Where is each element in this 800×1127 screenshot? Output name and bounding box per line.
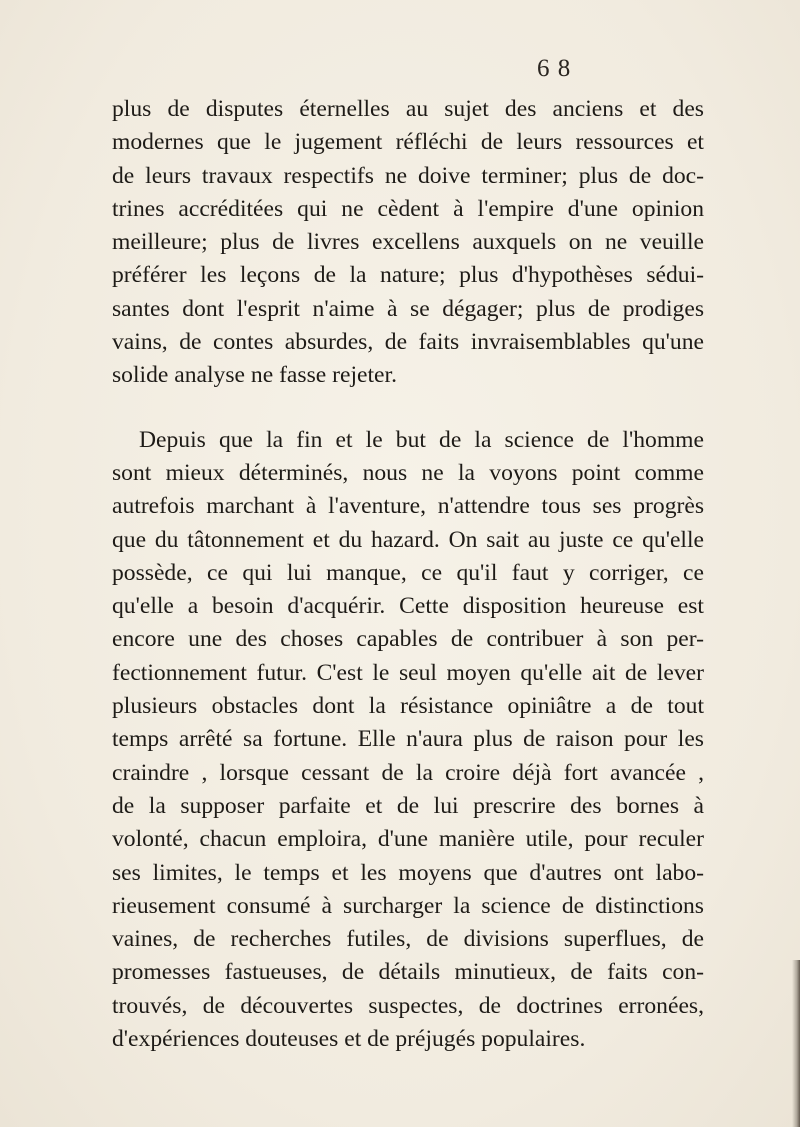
text-line: plus de disputes éternelles au sujet des anciens et des — [112, 96, 704, 122]
text-line: craindre , lorsque cessant de la croire déjà fort avancée , — [112, 759, 704, 786]
text-line: santes dont l'esprit n'aime à se dégager; plus de prodiges — [112, 295, 704, 322]
text-line: sont mieux déterminés, nous ne la voyons point comme — [112, 459, 704, 486]
text-line: vains, de contes absurdes, de faits invraisemblables qu'une — [112, 329, 704, 356]
text-line: autrefois marchant à l'aventure, n'attendre tous ses progrès — [112, 493, 704, 520]
text-line: vaines, de recherches futiles, de divisions superflues, de — [112, 926, 704, 953]
paragraph-1 — [112, 93, 704, 393]
text-line: que du tâtonnement et du hazard. On sait au juste ce qu'elle — [112, 526, 704, 553]
text-line: de leurs travaux respectifs ne doive terminer; plus de doc- — [112, 162, 704, 189]
text-line: solide analyse ne fasse rejeter. — [112, 362, 397, 389]
page-edge-shadow — [792, 960, 800, 1127]
text-line: temps arrêté sa fortune. Elle n'aura plus de raison pour les — [112, 726, 704, 753]
text-line: modernes que le jugement réfléchi de leurs ressources et — [112, 129, 704, 156]
text-line: préférer les leçons de la nature; plus d'hypothèses sédui- — [112, 262, 704, 289]
text-line: meilleure; plus de livres excellens auxquels on ne veuille — [112, 229, 704, 256]
paragraph-2 — [112, 424, 704, 1057]
text-line: encore une des choses capables de contribuer à son per- — [112, 626, 704, 653]
text-line: Depuis que la fin et le but de la science de l'homme — [139, 426, 704, 453]
text-line: fectionnement futur. C'est le seul moyen qu'elle ait de lever — [112, 659, 704, 686]
text-line: trouvés, de découvertes suspectes, de doctrines erronées, — [112, 992, 704, 1019]
text-line: ses limites, le temps et les moyens que d'autres ont labo- — [112, 859, 704, 886]
text-line: trines accréditées qui ne cèdent à l'empire d'une opinion — [112, 195, 704, 222]
text-line: possède, ce qui lui manque, ce qu'il faut y corriger, ce — [112, 559, 704, 586]
text-line: volonté, chacun emploira, d'une manière utile, pour reculer — [112, 826, 704, 853]
body-text — [112, 93, 704, 1056]
text-line: qu'elle a besoin d'acquérir. Cette disposition heureuse est — [112, 593, 704, 620]
text-line: plusieurs obstacles dont la résistance opiniâtre a de tout — [112, 693, 704, 720]
text-line: de la supposer parfaite et de lui prescrire des bornes à — [112, 792, 704, 819]
text-line: rieusement consumé à surcharger la science de distinctions — [112, 892, 704, 919]
text-line: promesses fastueuses, de détails minutieux, de faits con- — [112, 959, 704, 986]
page-number: 6 8 — [537, 55, 572, 82]
text-line: d'expériences douteuses et de préjugés populaires. — [112, 1026, 586, 1053]
